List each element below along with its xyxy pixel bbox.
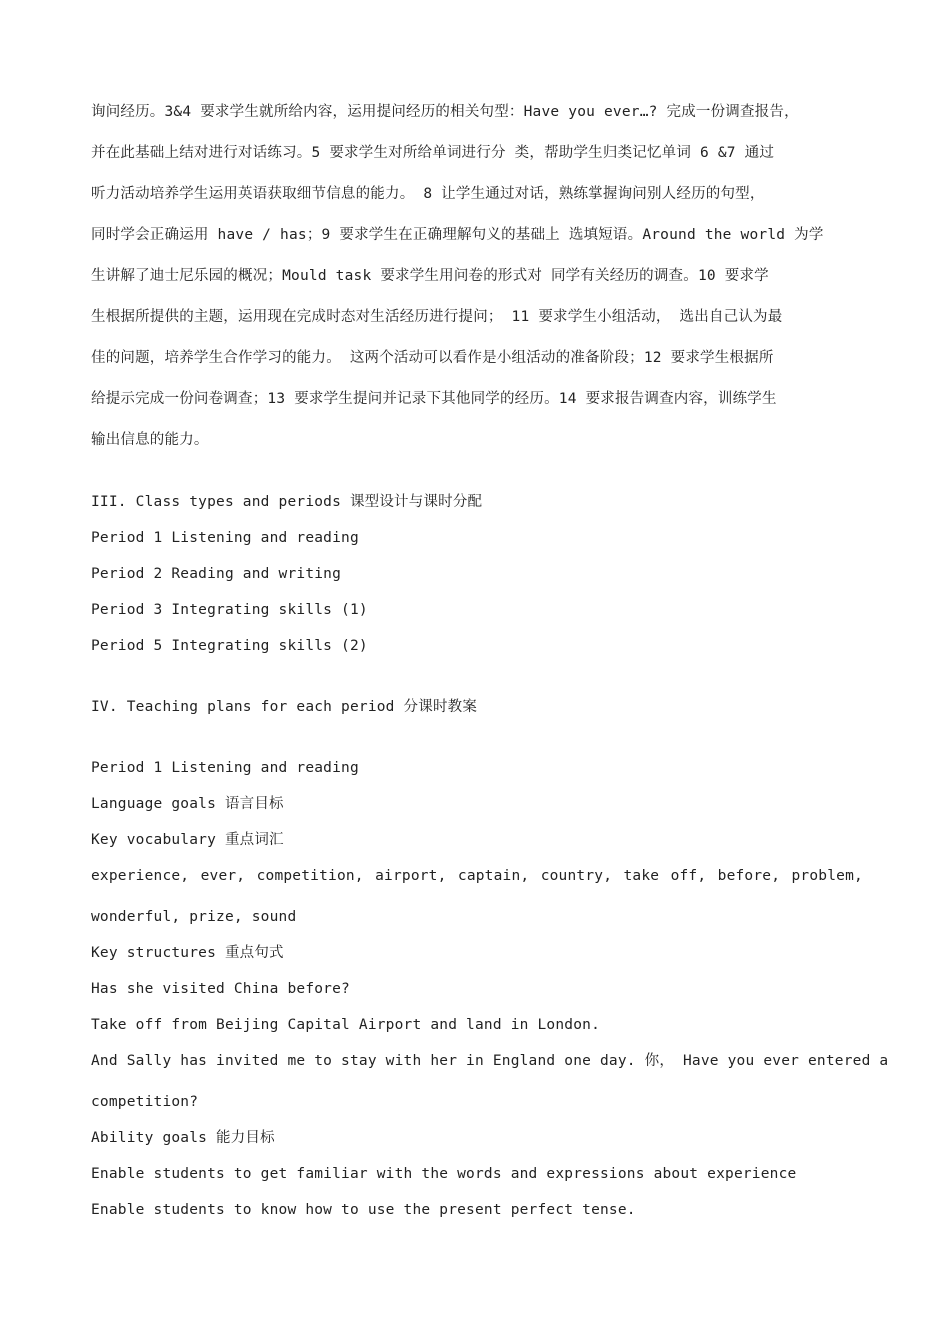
vocab-word: country, (540, 868, 613, 884)
section-heading-class-types: III. Class types and periods 课型设计与课时分配 (91, 494, 483, 510)
vocab-word: ever, (200, 868, 246, 884)
ability-goal-item: Enable students to know how to use the present perfect tense. (91, 1202, 636, 1218)
key-vocabulary-label: Key vocabulary 重点词汇 (91, 832, 284, 848)
structure-sentence: Take off from Beijing Capital Airport and land in London. (91, 1017, 600, 1033)
period1-title: Period 1 Listening and reading (91, 760, 359, 776)
vocab-word: competition, (256, 868, 364, 884)
paragraph-line: 生讲解了迪士尼乐园的概况；Mould task 要求学生用问卷的形式对 同学有关经历的调查。10 要求学 (91, 268, 769, 284)
ability-goal-item: Enable students to get familiar with the words and expressions about experience (91, 1166, 797, 1182)
paragraph-line: 听力活动培养学生运用英语获取细节信息的能力。 8 让学生通过对话，熟练掌握询问别人经历的句型， (91, 186, 765, 202)
vocab-word: airport, (375, 868, 447, 884)
paragraph-line: 给提示完成一份问卷调查；13 要求学生提问并记录下其他同学的经历。14 要求报告调查内容，训练学生 (91, 391, 777, 407)
structure-sentence: competition? (91, 1094, 199, 1110)
section-heading-teaching-plans: IV. Teaching plans for each period 分课时教案 (91, 699, 478, 715)
paragraph-line: 生根据所提供的主题，运用现在完成时态对生活经历进行提问； 11 要求学生小组活动， 选出自己认为最 (91, 309, 783, 325)
vocab-word: experience, (91, 868, 190, 884)
period-list-item: Period 2 Reading and writing (91, 566, 342, 582)
vocab-word: problem, (791, 868, 863, 884)
structure-sentence: Has she visited China before? (91, 981, 350, 997)
structure-sentence: And Sally has invited me to stay with her in England one day. 你， Have you ever entered a (91, 1053, 889, 1069)
key-structures-label: Key structures 重点句式 (91, 945, 284, 961)
vocabulary-line (91, 866, 863, 886)
paragraph-line: 并在此基础上结对进行对话练习。5 要求学生对所给单词进行分 类，帮助学生归类记忆单词 6 &7 通过 (91, 145, 775, 161)
ability-goals-label: Ability goals 能力目标 (91, 1130, 275, 1146)
period-list-item: Period 5 Integrating skills (2) (91, 638, 368, 654)
vocab-word: take (623, 868, 660, 884)
language-goals-label: Language goals 语言目标 (91, 796, 284, 812)
paragraph-line: 佳的问题，培养学生合作学习的能力。 这两个活动可以看作是小组活动的准备阶段；12 要求学生根据所 (91, 350, 774, 366)
vocab-word: before, (717, 868, 781, 884)
paragraph-line: 输出信息的能力。 (91, 432, 209, 448)
vocab-word: off, (670, 868, 707, 884)
paragraph-line: 同时学会正确运用 have / has；9 要求学生在正确理解句义的基础上 选填短语。Around the world 为学 (91, 227, 824, 243)
period-list-item: Period 3 Integrating skills (1) (91, 602, 368, 618)
vocabulary-line: wonderful, prize, sound (91, 909, 297, 925)
vocab-word: captain, (457, 868, 530, 884)
paragraph-line: 询问经历。3&4 要求学生就所给内容，运用提问经历的相关句型：Have you ever…? 完成一份调查报告， (91, 104, 799, 120)
period-list-item: Period 1 Listening and reading (91, 530, 359, 546)
